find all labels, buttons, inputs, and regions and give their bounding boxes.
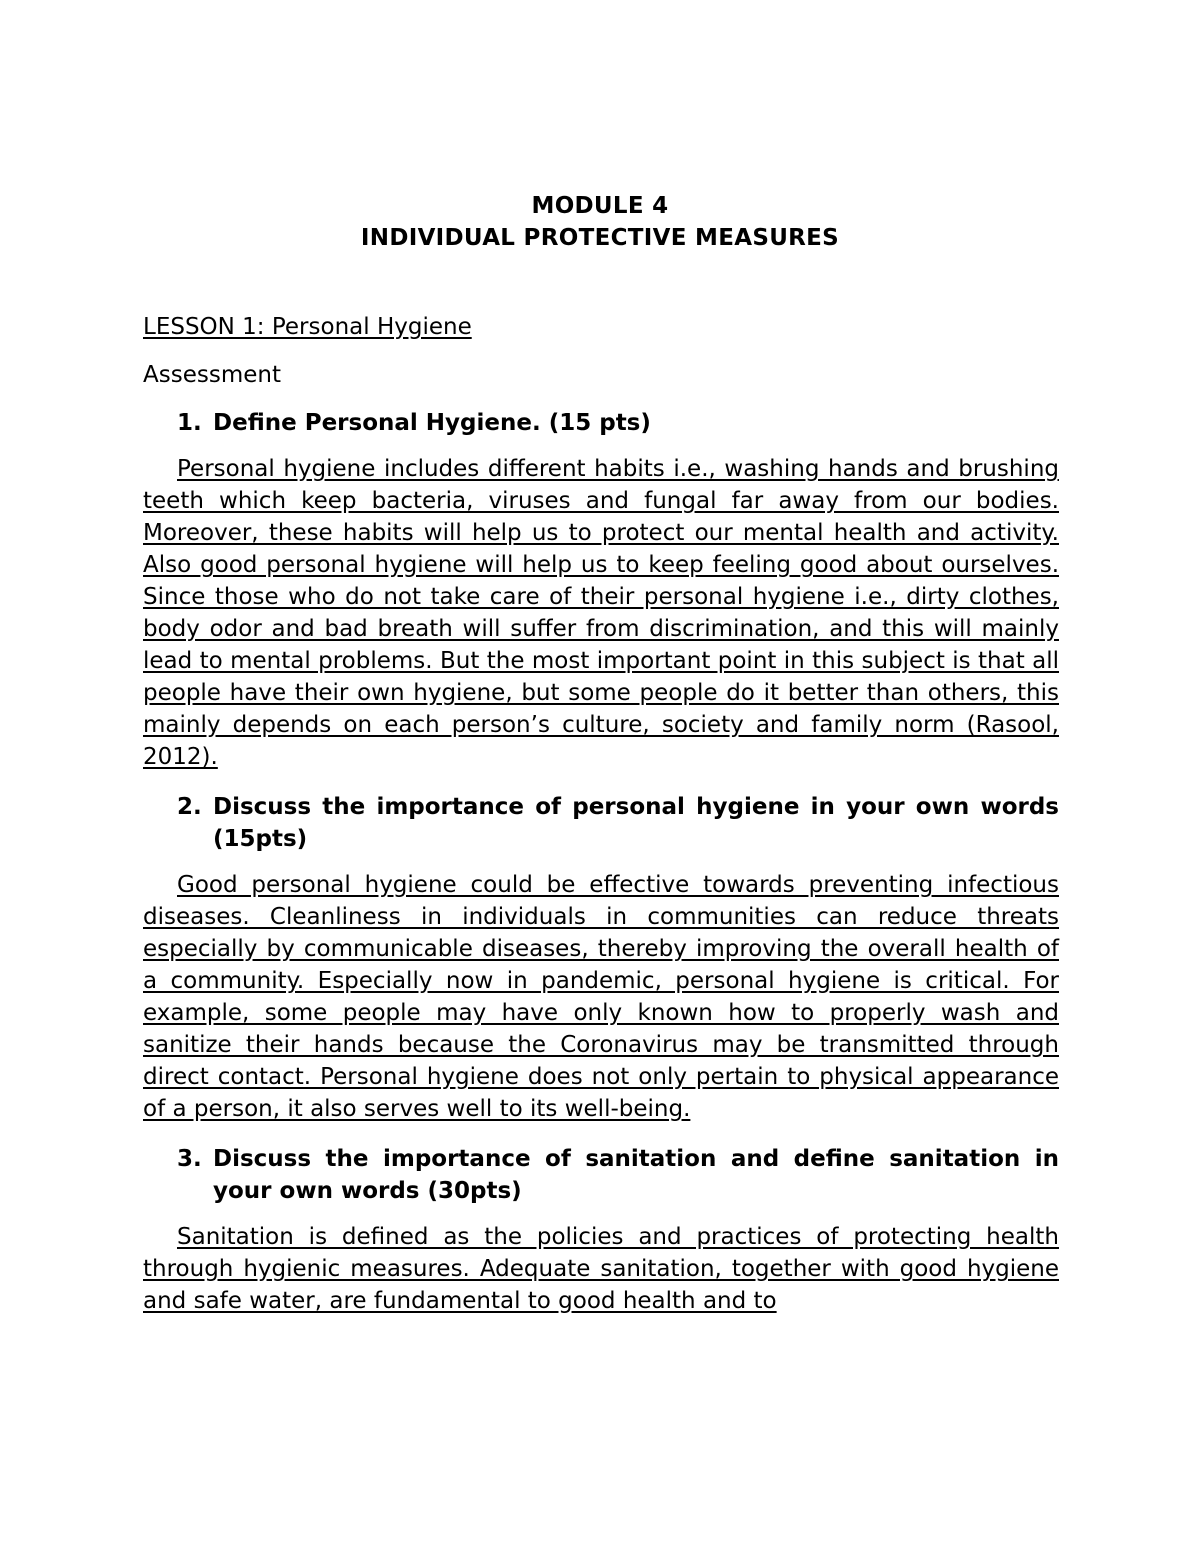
module-heading: MODULE 4	[531, 193, 669, 219]
answer-3: Sanitation is defined as the policies and practices of protecting health through hygienic measures. Adequate sanitation, together with good hygiene and safe water, are fundamental to good health and to	[143, 1224, 1059, 1314]
document-body	[143, 311, 1059, 1335]
question-prompt: Define Personal Hygiene. (15 pts)	[213, 410, 651, 436]
question-3	[143, 1143, 1059, 1207]
module-title: INDIVIDUAL PROTECTIVE MEASURES	[360, 225, 840, 251]
section-heading: Assessment	[143, 362, 281, 388]
question-number: 1.	[177, 410, 202, 436]
question-prompt: Discuss the importance of sanitation and define sanitation in your own words (30pts)	[213, 1146, 1059, 1204]
question-2	[143, 791, 1059, 855]
answer-1: Personal hygiene includes different habits i.e., washing hands and brushing teeth which keep bacteria, viruses and fungal far away from our bodies. Moreover, these habits will help us to protect our mental health and activity. Also good personal hygiene will help us to keep feeling good about ourselves. Since those who do not take care of their personal hygiene i.e., dirty clothes, body odor and bad breath will suffer from discrimination, and this will mainly lead to mental problems. But the most important point in this subject is that all people have their own hygiene, but some people do it better than others, this mainly depends on each person’s culture, society and family norm (Rasool, 2012).	[143, 456, 1059, 770]
title-block	[0, 190, 1200, 254]
question-1	[143, 407, 1059, 439]
answer-2: Good personal hygiene could be effective towards preventing infectious diseases. Cleanliness in individuals in communities can reduce threats especially by communicable diseases, thereby improving the overall health of a community. Especially now in pandemic, personal hygiene is critical. For example, some people may have only known how to properly wash and sanitize their hands because the Coronavirus may be transmitted through direct contact. Personal hygiene does not only pertain to physical appearance of a person, it also serves well to its well-being.	[143, 872, 1059, 1122]
question-prompt: Discuss the importance of personal hygiene in your own words (15pts)	[213, 794, 1059, 852]
question-number: 3.	[177, 1146, 202, 1172]
lesson-heading: LESSON 1: Personal Hygiene	[143, 314, 472, 340]
question-number: 2.	[177, 794, 202, 820]
